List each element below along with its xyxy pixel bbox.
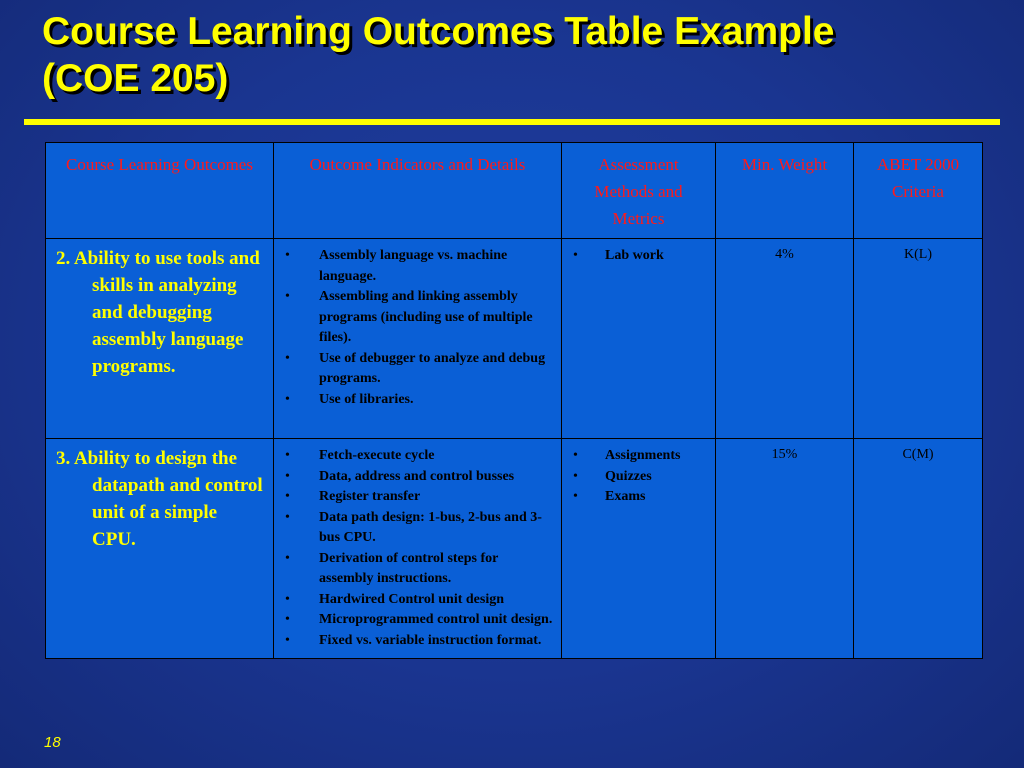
criteria-cell: K(L): [854, 239, 983, 439]
table-header-row: [46, 143, 983, 239]
weight-cell: 4%: [716, 239, 854, 439]
table-row: [46, 439, 983, 659]
header-criteria: ABET 2000 Criteria: [854, 143, 983, 239]
assessment-list: [563, 240, 714, 273]
list-item: • Register transfer: [285, 489, 421, 504]
indicators-cell: [274, 239, 562, 439]
assessment-cell: [562, 439, 716, 659]
indicators-cell: [274, 439, 562, 659]
header-weight: Min. Weight: [716, 143, 854, 239]
list-item: • Assembling and linking assembly programs (including use of multiple files).: [285, 289, 533, 345]
assessment-cell: [562, 239, 716, 439]
outcome-cell: 2. Ability to use tools and skills in analyzing and debugging assembly language programs.: [46, 239, 274, 439]
criteria-cell: C(M): [854, 439, 983, 659]
header-assessment: Assessment Methods and Metrics: [562, 143, 716, 239]
outcomes-table: [45, 142, 983, 659]
slide-title-line-1: Course Learning Outcomes Table Example: [42, 10, 835, 53]
list-item: • Quizzes: [573, 468, 652, 484]
weight-cell: 15%: [716, 439, 854, 659]
list-item: • Use of debugger to analyze and debug programs.: [285, 350, 546, 386]
header-indicators: Outcome Indicators and Details: [274, 143, 562, 239]
list-item: • Lab work: [573, 248, 664, 263]
assessment-list: [563, 440, 714, 514]
list-item: • Microprogrammed control unit design.: [285, 612, 553, 627]
list-item: • Assembly language vs. machine language.: [285, 248, 508, 284]
indicators-list: [275, 440, 560, 657]
list-item: • Hardwired Control unit design: [285, 591, 505, 607]
list-item: • Use of libraries.: [285, 391, 414, 407]
list-item: • Data, address and control busses: [285, 468, 515, 484]
table-row: [46, 239, 983, 439]
list-item: • Data path design: 1-bus, 2-bus and 3-bus CPU.: [285, 509, 542, 545]
list-item: • Assignments: [573, 448, 681, 463]
slide-title-line-2: (COE 205): [42, 57, 229, 100]
list-item: • Derivation of control steps for assembly instructions.: [285, 550, 499, 586]
title-divider: [24, 119, 1000, 125]
page-number: 18: [44, 734, 61, 751]
slide-title: [42, 8, 1002, 102]
list-item: • Fixed vs. variable instruction format.: [285, 632, 542, 648]
list-item: • Exams: [573, 489, 646, 504]
outcome-cell: 3. Ability to design the datapath and control unit of a simple CPU.: [46, 439, 274, 659]
list-item: • Fetch-execute cycle: [285, 448, 435, 463]
header-outcomes: Course Learning Outcomes: [46, 143, 274, 239]
indicators-list: [275, 240, 560, 416]
